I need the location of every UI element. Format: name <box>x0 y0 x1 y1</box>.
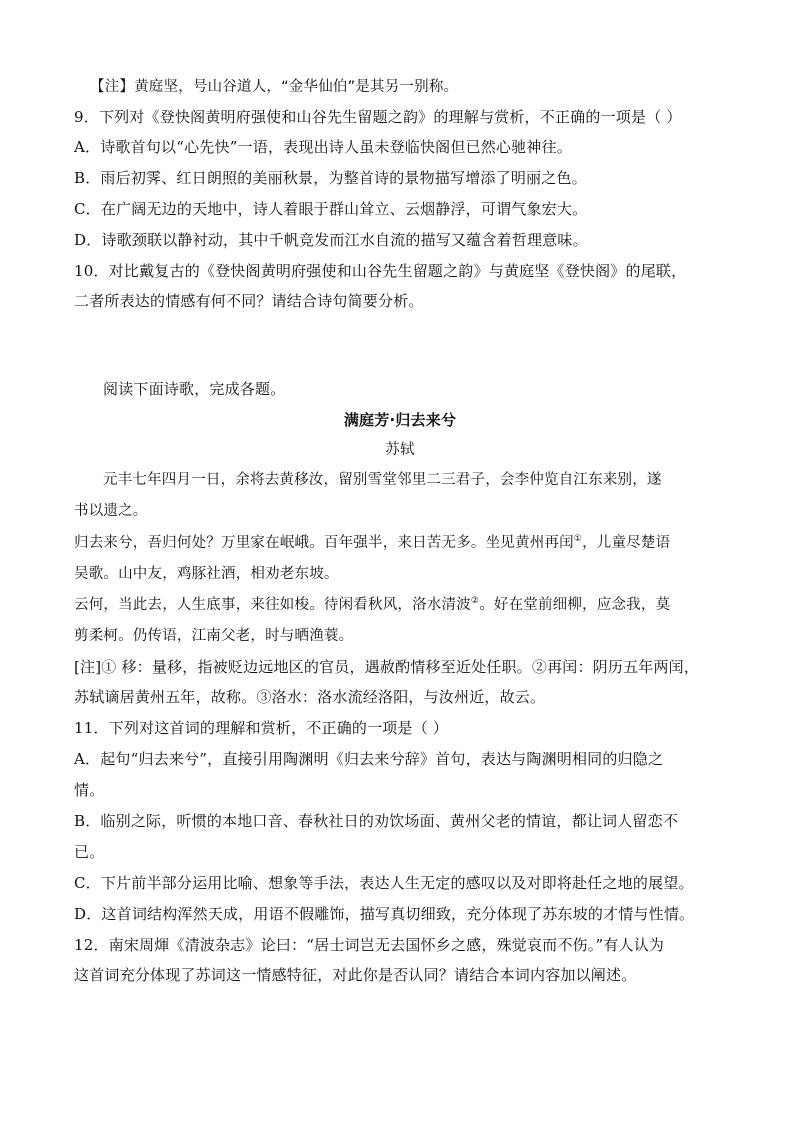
q9-stem: 9．下列对《登快阁黄明府强使和山谷先生留题之韵》的理解与赏析，不正确的一项是（ ） <box>74 108 682 126</box>
q12-line1: 12．南宋周煇《清波杂志》论曰：“居士词岂无去国怀乡之感，殊觉哀而不伤。”有人认为 <box>74 936 665 954</box>
q11-option-b-line1: B．临别之际，听惯的本地口音、春秋社日的劝饮场面、黄州父老的情谊，都让词人留恋不 <box>74 812 679 830</box>
poem-text: 云何，当此去，人生底事，来往如梭。待闲看秋风，洛水清波 <box>74 597 471 613</box>
q11-option-a-line2: 情。 <box>74 781 105 799</box>
q10-line1: 10．对比戴复古的《登快阁黄明府强使和山谷先生留题之韵》与黄庭坚《登快阁》的尾联， <box>74 262 687 280</box>
q9-option-b: B．雨后初霁、红日朗照的美丽秋景，为整首诗的景物描写增添了明丽之色。 <box>74 169 587 187</box>
reading-instruction: 阅读下面诗歌，完成各题。 <box>103 380 286 398</box>
poem-text: 。好在堂前细柳，应念我，莫 <box>479 597 671 613</box>
q9-option-c: C．在广阔无边的天地中，诗人着眼于群山耸立、云烟静浮，可谓气象宏大。 <box>74 200 588 218</box>
poem-text: ，儿童尽楚语 <box>582 535 671 551</box>
q11-option-a-line1: A．起句“归去来兮”，直接引用陶渊明《归去来兮辞》首句，表达与陶渊明相同的归隐之 <box>74 750 664 768</box>
poem-body-line3 <box>74 594 726 616</box>
q11-option-b-line2: 已。 <box>74 843 105 861</box>
poem-author: 苏轼 <box>385 442 415 458</box>
q9-option-d: D．诗歌颈联以静衬动，其中千帆竞发而江水自流的描写又蕴含着哲理意味。 <box>74 231 588 249</box>
poem-title: 满庭芳·归去来兮 <box>343 411 457 429</box>
preface-line2: 书以遗之。 <box>74 503 148 519</box>
footnote-marker: ① <box>573 534 583 544</box>
poem-body-line2: 吴歌。山中友，鸡豚社酒，相劝老东坡。 <box>74 566 339 582</box>
q11-option-c: C．下片前半部分运用比喻、想象等手法，表达人生无定的感叹以及对即将赴任之地的展望。 <box>74 874 694 892</box>
poem-body-line1 <box>74 532 726 554</box>
notes-line2: 苏轼谪居黄州五年，故称。③洛水：洛水流经洛阳，与汝州近，故云。 <box>74 688 546 706</box>
poem-body-line4: 剪柔柯。仍传语，江南父老，时与晒渔蓑。 <box>74 628 354 644</box>
q10-line2: 二者所表达的情感有何不同？请结合诗句简要分析。 <box>74 292 424 310</box>
footnote-marker: ② <box>470 596 480 606</box>
poem-text: 归去来兮，吾归何处？万里家在岷峨。百年强半，来日苦无多。坐见黄州再闰 <box>74 535 574 551</box>
q9-option-a: A．诗歌首句以“心先快”一语，表现出诗人虽未登临快阁但已然心驰神往。 <box>74 138 572 156</box>
q11-stem: 11．下列对这首词的理解和赏析，不正确的一项是（ ） <box>74 719 449 737</box>
note-line: 【注】黄庭坚，号山谷道人，“金华仙伯”是其另一别称。 <box>90 79 459 95</box>
preface-line1: 元丰七年四月一日，余将去黄移汝，留别雪堂邻里二三君子，会李仲览自江东来别，遂 <box>103 472 662 488</box>
q12-line2: 这首词充分体现了苏词这一情感特征，对此你是否认同？请结合本词内容加以阐述。 <box>74 966 637 984</box>
q11-option-d: D．这首词结构浑然天成，用语不假雕饰，描写真切细致，充分体现了苏东坡的才情与性情。 <box>74 905 695 923</box>
notes-line1: [注]① 移：量移，指被贬边远地区的官员，遇赦酌情移至近处任职。②再闰：阴历五年两闰， <box>74 658 700 676</box>
